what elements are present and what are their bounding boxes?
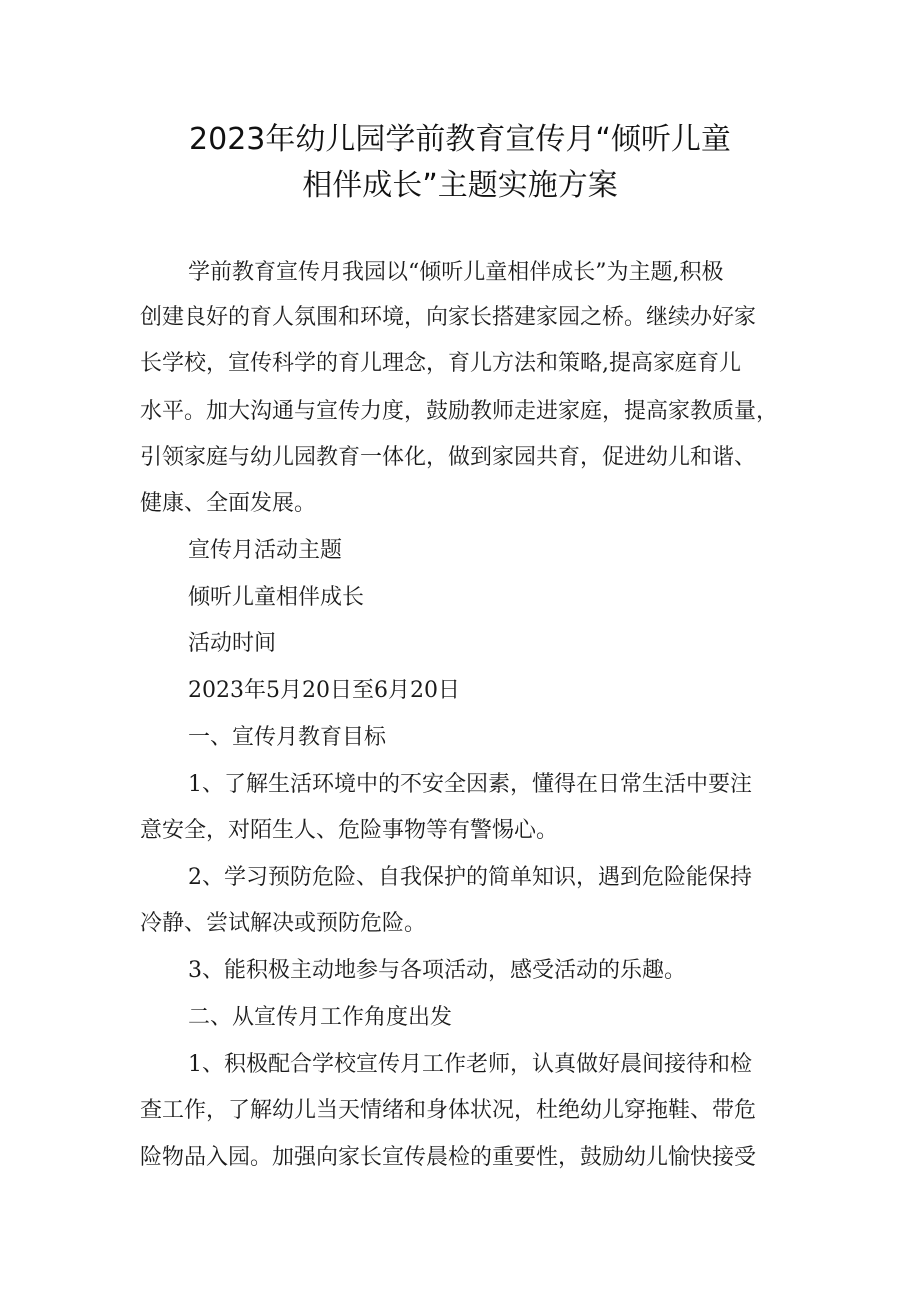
body-line: 学前教育宣传月我园以“倾听儿童相伴成长”为主题,积极	[188, 260, 724, 285]
body-line: 水平。加大沟通与宣传力度，鼓励教师走进家庭，提高家教质量，	[140, 399, 779, 424]
body-line: 健康、全面发展。	[140, 491, 317, 516]
document-title-line-1: 2023年幼儿园学前教育宣传月“倾听儿童	[189, 122, 731, 157]
document-title-line-2: 相伴成长”主题实施方案	[302, 168, 618, 203]
body-line: 2023年5月20日至6月20日	[188, 678, 460, 703]
section-heading: 二、从宣传月工作角度出发	[188, 1005, 453, 1030]
body-line: 创建良好的育人氛围和环境，向家长搭建家园之桥。继续办好家	[140, 305, 757, 330]
body-line: 查工作，了解幼儿当天情绪和身体状况，杜绝幼儿穿拖鞋、带危	[140, 1098, 757, 1123]
body-line: 倾听儿童相伴成长	[188, 585, 365, 610]
section-heading: 一、宣传月教育目标	[188, 725, 387, 750]
body-line: 冷静、尝试解决或预防危险。	[140, 911, 427, 936]
body-line: 意安全，对陌生人、危险事物等有警惕心。	[140, 818, 559, 843]
body-line: 1、了解生活环境中的不安全因素，懂得在日常生活中要注	[188, 772, 752, 797]
body-line: 1、积极配合学校宣传月工作老师，认真做好晨间接待和检	[188, 1052, 752, 1077]
body-line: 长学校，宣传科学的育儿理念，育儿方法和策略,提高家庭育儿	[140, 351, 741, 376]
section-heading: 宣传月活动主题	[188, 538, 343, 563]
body-line: 2、学习预防危险、自我保护的简单知识，遇到危险能保持	[188, 865, 752, 890]
body-line: 引领家庭与幼儿园教育一体化，做到家园共育，促进幼儿和谐、	[140, 445, 757, 470]
body-line: 3、能积极主动地参与各项活动，感受活动的乐趣。	[188, 958, 686, 983]
body-line: 险物品入园。加强向家长宣传晨检的重要性，鼓励幼儿愉快接受	[140, 1145, 757, 1170]
section-heading: 活动时间	[188, 631, 277, 656]
